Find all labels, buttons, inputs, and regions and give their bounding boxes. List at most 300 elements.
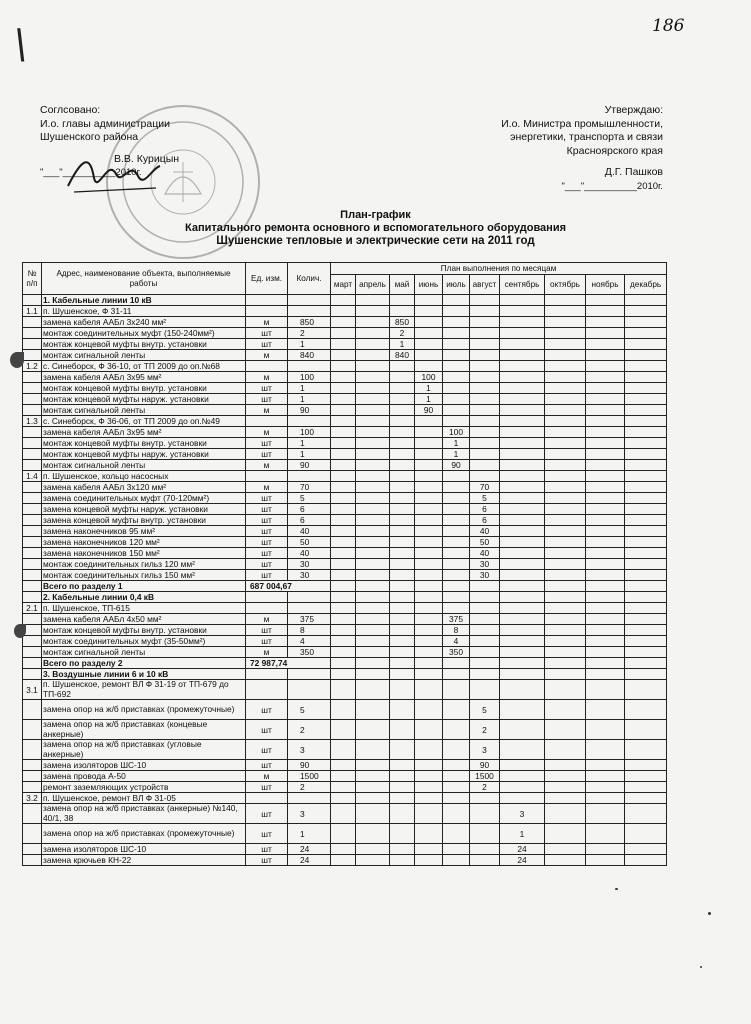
empty-cell [443, 669, 470, 680]
row-quantity: 3 [288, 804, 331, 824]
empty-cell [415, 427, 443, 438]
empty-cell [443, 548, 470, 559]
row-description: замена кабеля ААБл 3х240 мм² [42, 317, 246, 328]
row-description: замена кабеля ААБл 4х50 мм² [42, 614, 246, 625]
month-value: 90 [415, 405, 443, 416]
empty-cell [470, 317, 500, 328]
empty-cell [500, 493, 545, 504]
empty-cell [545, 471, 586, 482]
section-total-label: Всего по разделу 1 [42, 581, 246, 592]
empty-cell [545, 782, 586, 793]
row-description: монтаж концевой муфты внутр. установки [42, 438, 246, 449]
row-quantity: 1 [288, 449, 331, 460]
empty-cell [331, 493, 356, 504]
empty-cell [415, 570, 443, 581]
month-value: 40 [470, 526, 500, 537]
empty-cell [586, 493, 625, 504]
empty-cell [586, 700, 625, 720]
row-number: 3.2 [23, 793, 42, 804]
empty-cell [356, 570, 390, 581]
empty-cell [625, 328, 667, 339]
empty-cell [586, 614, 625, 625]
table-row [23, 680, 667, 700]
empty-cell [586, 339, 625, 350]
empty-cell [625, 537, 667, 548]
empty-cell [415, 339, 443, 350]
empty-cell [390, 526, 415, 537]
empty-cell [356, 504, 390, 515]
row-unit: шт [246, 720, 288, 740]
empty-cell [625, 504, 667, 515]
empty-cell [415, 855, 443, 866]
table-row [23, 515, 667, 526]
table-row [23, 603, 667, 614]
empty-cell [470, 680, 500, 700]
empty-cell [246, 471, 288, 482]
empty-cell [288, 306, 331, 317]
empty-cell [545, 361, 586, 372]
empty-cell [586, 669, 625, 680]
empty-cell [586, 680, 625, 700]
empty-cell [246, 361, 288, 372]
empty-cell [500, 647, 545, 658]
empty-cell [443, 782, 470, 793]
empty-cell [500, 782, 545, 793]
empty-cell [443, 559, 470, 570]
empty-cell [331, 515, 356, 526]
empty-cell [586, 740, 625, 760]
table-row [23, 700, 667, 720]
empty-cell [500, 537, 545, 548]
empty-cell [625, 804, 667, 824]
row-description: монтаж соединительных муфт (150-240мм²) [42, 328, 246, 339]
empty-cell [625, 855, 667, 866]
empty-cell [390, 658, 415, 669]
header-month: июль [443, 275, 470, 295]
row-unit: шт [246, 559, 288, 570]
row-quantity: 24 [288, 855, 331, 866]
empty-cell [415, 438, 443, 449]
empty-cell [586, 844, 625, 855]
empty-cell [545, 482, 586, 493]
row-unit: шт [246, 493, 288, 504]
month-value: 6 [470, 504, 500, 515]
row-number: 3.1 [23, 680, 42, 700]
empty-cell [545, 383, 586, 394]
empty-cell [586, 460, 625, 471]
empty-cell [331, 680, 356, 700]
table-row [23, 460, 667, 471]
empty-cell [390, 700, 415, 720]
empty-cell [443, 482, 470, 493]
row-description: монтаж концевой муфты наруж. установки [42, 394, 246, 405]
row-quantity: 375 [288, 614, 331, 625]
row-number [23, 350, 42, 361]
header-desc: Адрес, наименование объекта, выполняемые работы [42, 263, 246, 295]
table-row [23, 504, 667, 515]
empty-cell [288, 680, 331, 700]
empty-cell [470, 793, 500, 804]
row-quantity: 50 [288, 537, 331, 548]
empty-cell [545, 592, 586, 603]
row-unit: шт [246, 394, 288, 405]
month-value: 3 [470, 740, 500, 760]
row-description: замена соединительных муфт (70-120мм²) [42, 493, 246, 504]
empty-cell [470, 581, 500, 592]
empty-cell [390, 680, 415, 700]
table-row [23, 449, 667, 460]
table-row [23, 844, 667, 855]
corner-pen-mark: \ [14, 22, 28, 68]
month-value: 30 [470, 559, 500, 570]
empty-cell [356, 295, 390, 306]
empty-cell [390, 405, 415, 416]
row-unit: шт [246, 537, 288, 548]
empty-cell [545, 438, 586, 449]
table-row [23, 782, 667, 793]
table-row [23, 636, 667, 647]
document-title [0, 209, 751, 248]
row-number [23, 740, 42, 760]
row-number [23, 515, 42, 526]
row-number [23, 405, 42, 416]
row-description: монтаж соединительных гильз 150 мм² [42, 570, 246, 581]
empty-cell [586, 760, 625, 771]
row-number [23, 581, 42, 592]
empty-cell [443, 658, 470, 669]
empty-cell [586, 361, 625, 372]
table-row [23, 416, 667, 427]
row-description: замена кабеля ААБл 3х120 мм² [42, 482, 246, 493]
month-value: 1500 [470, 771, 500, 782]
empty-cell [500, 669, 545, 680]
empty-cell [625, 581, 667, 592]
empty-cell [415, 844, 443, 855]
month-value: 2 [470, 720, 500, 740]
empty-cell [625, 295, 667, 306]
row-unit: м [246, 482, 288, 493]
row-number [23, 493, 42, 504]
row-description: п. Шушенское, ремонт ВЛ Ф 31-05 [42, 793, 246, 804]
row-number [23, 658, 42, 669]
row-unit: шт [246, 855, 288, 866]
row-description: замена концевой муфты наруж. установки [42, 504, 246, 515]
empty-cell [356, 603, 390, 614]
empty-cell [586, 804, 625, 824]
row-number: 1.4 [23, 471, 42, 482]
empty-cell [545, 449, 586, 460]
empty-cell [625, 515, 667, 526]
empty-cell [331, 438, 356, 449]
empty-cell [545, 493, 586, 504]
month-value: 30 [470, 570, 500, 581]
empty-cell [415, 482, 443, 493]
empty-cell [545, 824, 586, 844]
empty-cell [390, 548, 415, 559]
empty-cell [470, 449, 500, 460]
row-description: монтаж соединительных муфт (35-50мм²) [42, 636, 246, 647]
row-unit: шт [246, 438, 288, 449]
section-total-value: 72 987,74 [246, 658, 331, 669]
header-plan: План выполнения по месяцам [331, 263, 667, 275]
empty-cell [415, 625, 443, 636]
empty-cell [586, 350, 625, 361]
empty-cell [390, 804, 415, 824]
empty-cell [470, 394, 500, 405]
empty-cell [331, 548, 356, 559]
empty-cell [356, 625, 390, 636]
empty-cell [625, 427, 667, 438]
row-number [23, 328, 42, 339]
scan-mark [10, 352, 24, 368]
row-quantity: 2 [288, 720, 331, 740]
table-row [23, 405, 667, 416]
empty-cell [356, 306, 390, 317]
row-description: монтаж концевой муфты внутр. установки [42, 339, 246, 350]
empty-cell [545, 855, 586, 866]
month-value: 5 [470, 493, 500, 504]
empty-cell [390, 427, 415, 438]
empty-cell [390, 482, 415, 493]
table-row [23, 306, 667, 317]
row-unit: шт [246, 515, 288, 526]
empty-cell [356, 592, 390, 603]
row-unit: м [246, 614, 288, 625]
empty-cell [500, 394, 545, 405]
empty-cell [356, 581, 390, 592]
approve-line: Красноярского края [566, 144, 663, 157]
empty-cell [586, 647, 625, 658]
table-row [23, 592, 667, 603]
empty-cell [331, 581, 356, 592]
table-row [23, 350, 667, 361]
empty-cell [415, 760, 443, 771]
empty-cell [356, 493, 390, 504]
empty-cell [356, 740, 390, 760]
empty-cell [415, 581, 443, 592]
row-quantity: 850 [288, 317, 331, 328]
empty-cell [443, 700, 470, 720]
scan-speck [708, 912, 711, 915]
empty-cell [545, 416, 586, 427]
table-row [23, 295, 667, 306]
row-unit: м [246, 405, 288, 416]
empty-cell [415, 700, 443, 720]
table-row [23, 740, 667, 760]
empty-cell [443, 592, 470, 603]
empty-cell [443, 844, 470, 855]
empty-cell [415, 592, 443, 603]
month-value: 850 [390, 317, 415, 328]
header-month: август [470, 275, 500, 295]
empty-cell [545, 740, 586, 760]
empty-cell [545, 295, 586, 306]
empty-cell [415, 669, 443, 680]
empty-cell [500, 658, 545, 669]
empty-cell [545, 350, 586, 361]
table-row [23, 493, 667, 504]
empty-cell [356, 515, 390, 526]
row-description: монтаж концевой муфты внутр. установки [42, 625, 246, 636]
empty-cell [415, 771, 443, 782]
row-quantity: 2 [288, 328, 331, 339]
row-number [23, 548, 42, 559]
empty-cell [470, 350, 500, 361]
empty-cell [625, 760, 667, 771]
empty-cell [331, 405, 356, 416]
month-value: 90 [443, 460, 470, 471]
empty-cell [586, 537, 625, 548]
empty-cell [500, 636, 545, 647]
empty-cell [545, 570, 586, 581]
table-row [23, 471, 667, 482]
empty-cell [625, 614, 667, 625]
empty-cell [470, 405, 500, 416]
row-quantity: 4 [288, 636, 331, 647]
empty-cell [500, 771, 545, 782]
row-description: монтаж сигнальной ленты [42, 460, 246, 471]
empty-cell [331, 592, 356, 603]
row-number [23, 700, 42, 720]
empty-cell [331, 740, 356, 760]
empty-cell [415, 416, 443, 427]
empty-cell [470, 658, 500, 669]
empty-cell [443, 570, 470, 581]
empty-cell [545, 760, 586, 771]
header-month: июнь [415, 275, 443, 295]
empty-cell [625, 471, 667, 482]
row-unit: шт [246, 625, 288, 636]
row-quantity: 1 [288, 394, 331, 405]
empty-cell [500, 760, 545, 771]
empty-cell [586, 526, 625, 537]
empty-cell [390, 581, 415, 592]
empty-cell [415, 548, 443, 559]
empty-cell [625, 603, 667, 614]
empty-cell [586, 372, 625, 383]
empty-cell [390, 438, 415, 449]
table-row [23, 804, 667, 824]
empty-cell [331, 614, 356, 625]
empty-cell [331, 427, 356, 438]
empty-cell [390, 493, 415, 504]
empty-cell [356, 317, 390, 328]
empty-cell [331, 793, 356, 804]
empty-cell [586, 416, 625, 427]
empty-cell [331, 647, 356, 658]
row-unit: шт [246, 449, 288, 460]
table-row [23, 720, 667, 740]
month-value: 840 [390, 350, 415, 361]
empty-cell [390, 537, 415, 548]
empty-cell [443, 405, 470, 416]
empty-cell [443, 383, 470, 394]
empty-cell [586, 317, 625, 328]
empty-cell [500, 548, 545, 559]
row-description: монтаж соединительных гильз 120 мм² [42, 559, 246, 570]
empty-cell [356, 548, 390, 559]
empty-cell [586, 636, 625, 647]
month-value: 1 [390, 339, 415, 350]
row-unit: шт [246, 844, 288, 855]
empty-cell [356, 824, 390, 844]
empty-cell [470, 614, 500, 625]
empty-cell [500, 306, 545, 317]
row-quantity: 1 [288, 339, 331, 350]
row-quantity: 350 [288, 647, 331, 658]
empty-cell [470, 460, 500, 471]
row-description: монтаж сигнальной ленты [42, 350, 246, 361]
empty-cell [625, 438, 667, 449]
empty-cell [470, 438, 500, 449]
empty-cell [415, 680, 443, 700]
row-unit: м [246, 647, 288, 658]
empty-cell [500, 581, 545, 592]
empty-cell [331, 771, 356, 782]
empty-cell [545, 614, 586, 625]
empty-cell [331, 603, 356, 614]
row-unit: шт [246, 526, 288, 537]
empty-cell [470, 427, 500, 438]
table-row [23, 482, 667, 493]
row-unit: шт [246, 548, 288, 559]
empty-cell [500, 471, 545, 482]
approval-block [40, 104, 179, 180]
empty-cell [545, 793, 586, 804]
scan-mark [14, 624, 26, 638]
row-unit: шт [246, 782, 288, 793]
empty-cell [586, 295, 625, 306]
row-number [23, 824, 42, 844]
table-row [23, 647, 667, 658]
empty-cell [390, 740, 415, 760]
empty-cell [415, 614, 443, 625]
row-description: замена наконечников 120 мм² [42, 537, 246, 548]
empty-cell [500, 372, 545, 383]
row-number: 2.1 [23, 603, 42, 614]
empty-cell [331, 720, 356, 740]
empty-cell [443, 361, 470, 372]
header-qty: Колич. [288, 263, 331, 295]
empty-cell [443, 416, 470, 427]
empty-cell [470, 306, 500, 317]
approve-line: энергетики, транспорта и связи [510, 131, 663, 143]
empty-cell [500, 383, 545, 394]
header-month: апрель [356, 275, 390, 295]
empty-cell [586, 625, 625, 636]
table-row [23, 372, 667, 383]
month-value: 1 [443, 438, 470, 449]
table-row [23, 438, 667, 449]
empty-cell [356, 394, 390, 405]
empty-cell [500, 339, 545, 350]
empty-cell [390, 771, 415, 782]
row-description: п. Шушенское, кольцо насосных [42, 471, 246, 482]
table-row [23, 361, 667, 372]
empty-cell [356, 793, 390, 804]
approval-line: Соглсовано: [40, 104, 101, 116]
empty-cell [331, 824, 356, 844]
row-unit: шт [246, 760, 288, 771]
empty-cell [443, 515, 470, 526]
empty-cell [443, 394, 470, 405]
empty-cell [545, 317, 586, 328]
row-description: замена изоляторов ШС-10 [42, 844, 246, 855]
empty-cell [356, 526, 390, 537]
empty-cell [390, 855, 415, 866]
empty-cell [545, 700, 586, 720]
row-quantity: 100 [288, 427, 331, 438]
